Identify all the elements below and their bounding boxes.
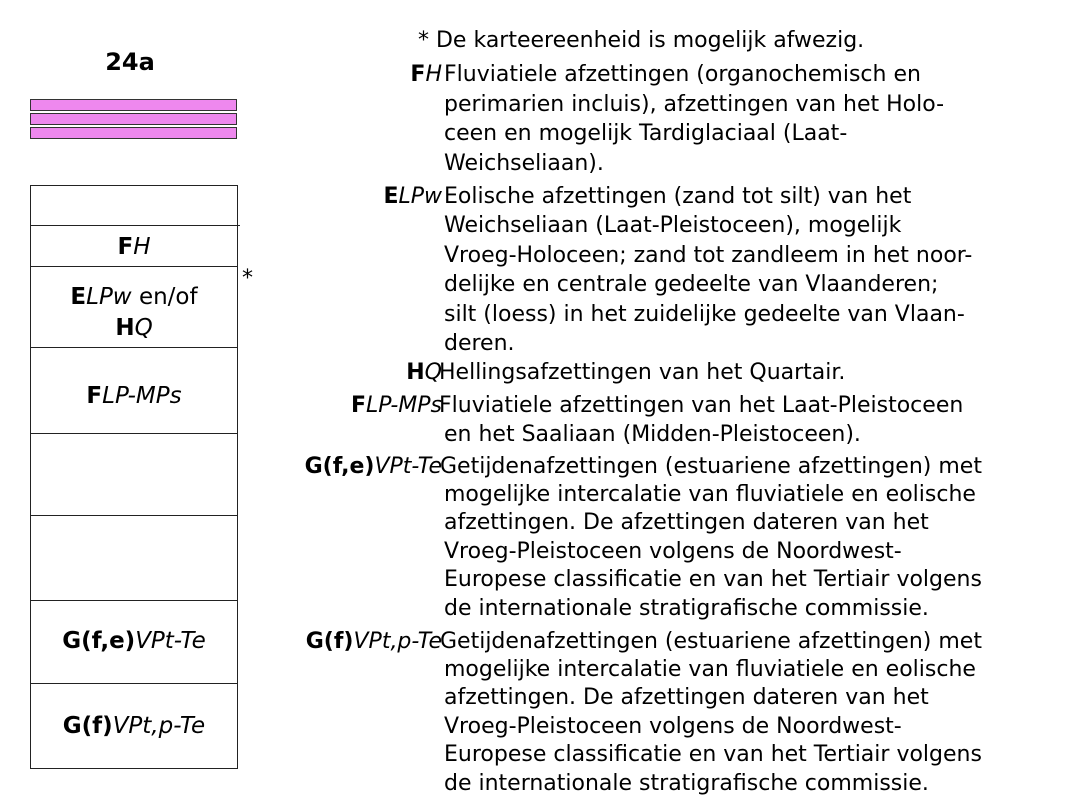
layer-divider: [31, 347, 237, 348]
legend-description: mogelijke intercalatie van fluviatiele en eolische afzettingen. De afzettingen dateren van het Vroeg-Pleistoceen volgens de Noordwest- Europese classificatie en van het Tertiair volgens de internationale stratigrafische commissie.: [444, 656, 982, 796]
legend-first-line: Fluviatiele afzettingen (organochemisch en: [444, 62, 921, 87]
legend-first-line: Eolische afzettingen (zand tot silt) van het: [444, 184, 912, 209]
layer-divider: [31, 683, 237, 684]
legend-first-line: Hellingsafzettingen van het Quartair.: [439, 360, 846, 385]
layer-divider: [31, 600, 237, 601]
legend-code: G(f)VPt,p-Te: [305, 629, 442, 654]
column-title: 24a: [105, 48, 155, 76]
stratigraphic-column: [30, 185, 238, 769]
legend-description: Weichseliaan (Laat-Pleistoceen), mogelijk Vroeg-Holoceen; zand tot zandleem in het noor- delijke en centrale gedeelte van Vlaanderen; silt (loess) in het zuidelijke gedeelte van Vlaan- deren.: [444, 213, 973, 356]
layer-label-fh: FH: [117, 234, 151, 260]
legend-description: en het Saaliaan (Midden-Pleistoceen).: [444, 422, 861, 447]
pink-band: [30, 99, 237, 141]
layer-label-flp-mps: FLP-MPs: [86, 383, 182, 409]
layer-label-gf-vptp-te: G(f)VPt,p-Te: [62, 713, 206, 739]
layer-divider: [31, 433, 237, 434]
layer-label-gfe-vpt-te: G(f,e)VPt-Te: [62, 628, 206, 654]
band-stripe: [30, 113, 237, 125]
legend-note: * De karteereenheid is mogelijk afwezig.: [418, 28, 865, 53]
layer-divider: [31, 266, 237, 267]
legend-description: perimarien incluis), afzettingen van het Holo- ceen en mogelijk Tardiglaciaal (Laat- Weichseliaan).: [444, 91, 945, 176]
legend-code: G(f,e)VPt-Te: [304, 454, 442, 479]
band-stripe: [30, 127, 237, 139]
legend-first-line: Fluviatiele afzettingen van het Laat-Pleistoceen: [439, 393, 964, 418]
legend-first-line: Getijdenafzettingen (estuariene afzettingen) met: [440, 629, 982, 654]
legend-first-line: Getijdenafzettingen (estuariene afzettingen) met: [440, 454, 982, 479]
legend-code: FH: [410, 62, 442, 87]
layer-divider: [31, 225, 240, 226]
legend-code: ELPw: [383, 184, 442, 209]
absent-marker: *: [242, 266, 253, 291]
legend-code: HQ: [406, 360, 442, 385]
layer-label-elpw-hq: ELPw en/of HQ: [70, 284, 198, 341]
layer-divider: [31, 515, 237, 516]
band-stripe: [30, 99, 237, 111]
legend-description: mogelijke intercalatie van fluviatiele en eolische afzettingen. De afzettingen dateren van het Vroeg-Pleistoceen volgens de Noordwest- Europese classificatie en van het Tertiair volgens de internationale stratigrafische commissie.: [444, 481, 982, 621]
legend-code: FLP-MPs: [351, 393, 442, 418]
